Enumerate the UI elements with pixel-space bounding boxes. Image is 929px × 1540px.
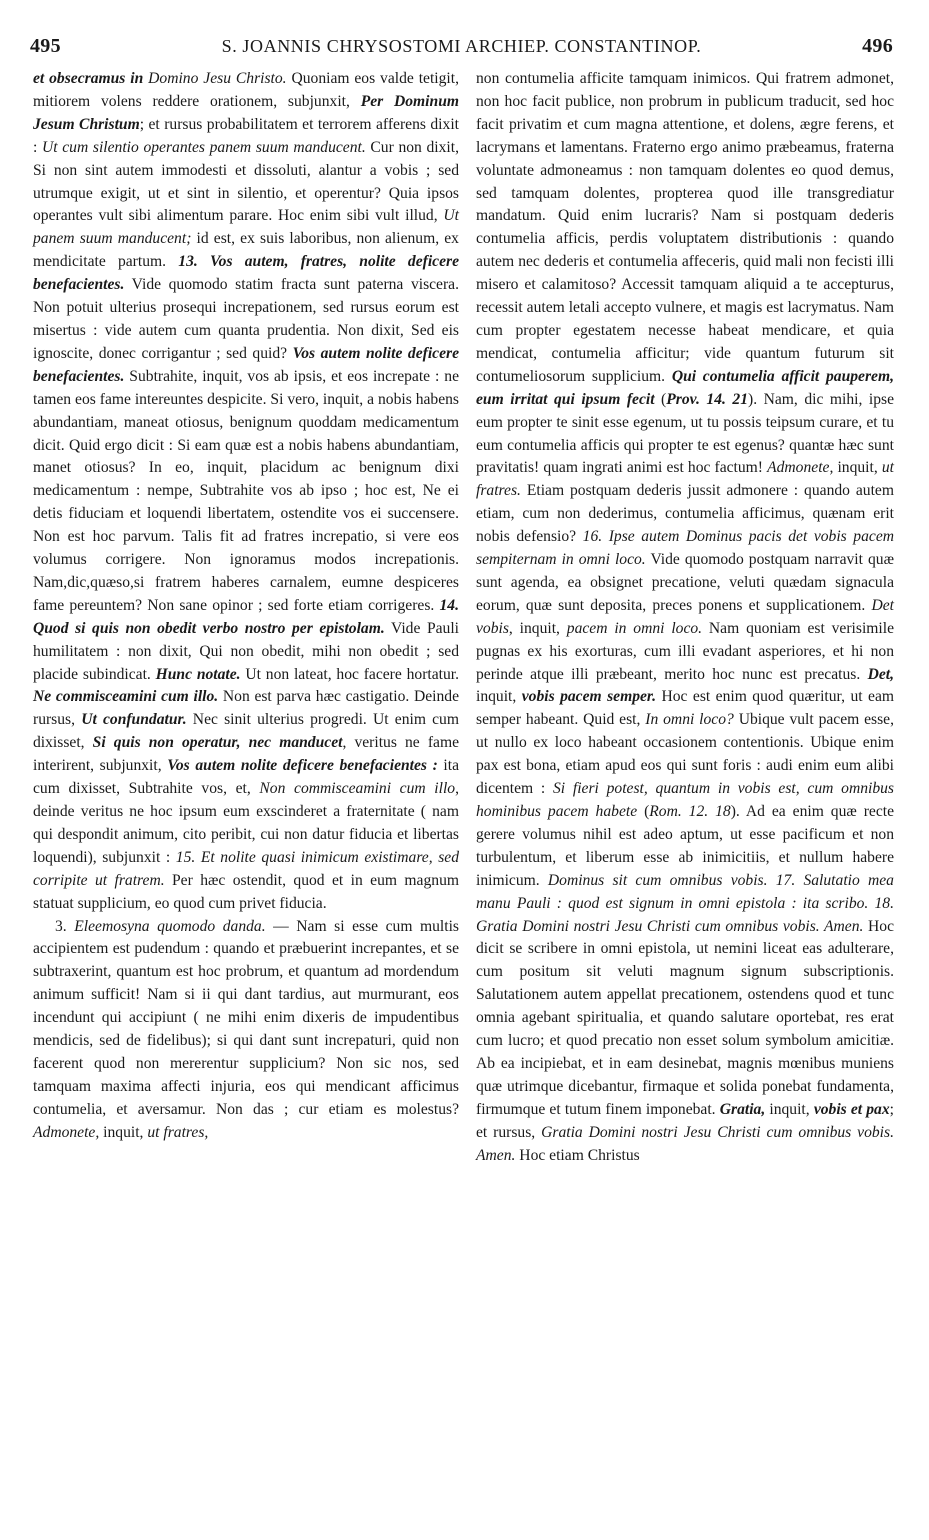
text-run: inquit, xyxy=(99,1123,148,1141)
text-run: inquit, xyxy=(833,459,882,477)
emphasized-text-run: ut fratres. xyxy=(476,459,894,500)
text-run: ; et rursus probabilitatem et terrorem afferens dixit : xyxy=(33,115,459,156)
text-run: Ut non lateat, hoc facere hortatur. xyxy=(240,665,459,683)
emphasized-text-run: Admonete, xyxy=(767,459,834,477)
emphasized-text-run: Eleemosyna quomodo danda. xyxy=(74,917,266,935)
right-column-paragraph-1 xyxy=(476,68,894,1168)
emphasized-text-run: In omni loco? xyxy=(645,711,734,729)
text-run: Vide quomodo statim fracta sunt paterna viscera. Non potuit ulterius prosequi increpationem, sed rursus eorum est misertus : vide autem cum quanta prudentia. Non dixit, Sed eis ignoscite, donec corrigantur ; sed quid? xyxy=(33,276,459,362)
left-column xyxy=(33,68,459,1145)
emphasized-text-run: 14. Quod si quis non obedit verbo nostro per epistolam. xyxy=(33,596,459,637)
emphasized-text-run: Prov. 14. 21 xyxy=(666,390,748,408)
text-run: Quoniam eos valde tetigit, mitiorem volens reddere orationem, subjunxit, xyxy=(33,70,459,110)
emphasized-text-run: Hunc notate. xyxy=(155,665,241,683)
emphasized-text-run: Vos autem nolite deficere benefacientes : xyxy=(167,757,438,775)
emphasized-text-run: 15. Et nolite quasi inimicum existimare, sed corripite ut fratrem. xyxy=(33,848,459,889)
text-run: Hoc etiam Christus xyxy=(515,1146,640,1164)
running-title: S. JOANNIS CHRYSOSTOMI ARCHIEP. CONSTANTINOP. xyxy=(221,36,702,56)
right-column xyxy=(476,68,894,1168)
text-run: Cur non dixit, Si non sint autem immodesti et dissoluti, alantur a vobis ; sed utrumque exigit, ut et sint in silentio, et operentur? Quia ipsos operantes vult sibi alimentum parare. Hoc enim sibi vult illud, xyxy=(33,138,459,225)
emphasized-text-run: Per Dominum Jesum Christum xyxy=(33,92,459,133)
text-run: id est, ex suis laboribus, non alienum, ex mendicitate partum. xyxy=(33,230,459,271)
emphasized-text-run: Ne commisceamini cum illo. xyxy=(33,688,219,706)
text-run: inquit, xyxy=(765,1100,814,1118)
left-column-paragraph-1 xyxy=(33,68,459,916)
text-run: Subtrahite, inquit, vos ab ipsis, et eos increpate : ne tamen eos fame intereuntes despicite. Si vero, inquit, a nobis habens abundantiam, maneat otiosus, benignum quoddam medicamentum dicit. Quid ergo dicit : Si eam quæ est a nobis habens abundantiam, manet otiosus? In eo, inquit, placidum ac benignum dixi medicamentum : nempe, Subtrahite vos ab ipso ; hoc est, Ne ei detis fiduciam et loquendi libertatem, ostendite vos ei succensere. Non est hoc parvum. Talis fit ad fratres increpatio, si vere eos volumus corrigere. Non ignoramus modos increpationis. Nam,dic,quæso,si fratrem haberes carnalem, eumne despiceres fame pereuntem? Non sane opinor ; sed forte etiam corrigeres. xyxy=(33,367,459,614)
text-run: Nam quoniam est verisimile pugnas ex his exorturas, cum illi evadant asperiores, et hi non perinde atque illi præbeant, merito hoc nunc est precatus. xyxy=(476,619,894,683)
left-page-number: 495 xyxy=(30,35,61,57)
emphasized-text-run: Dominus sit cum omnibus vobis. 17. Salutatio mea manu Pauli : quod est signum in omni epistola : ita scribo. 18. Gratia Domini nostri Jesu Christi cum omnibus vobis. Amen. xyxy=(476,871,894,935)
emphasized-text-run: Non commisceamini cum illo xyxy=(259,780,456,798)
left-column-paragraph-2 xyxy=(33,916,459,1145)
emphasized-text-run: Admonete, xyxy=(33,1123,100,1141)
text-run: ). Nam, dic mihi, ipse eum propter te sinit esse egenum, ut tu possis teipsum curare, et tu eum contumelia afficis qui propter te est egenus? quantæ hæc sunt pravitatis! quam ingrati animi est hoc factum! xyxy=(476,390,895,477)
text-run: — Nam si esse cum multis accipientem est pudendum : quando et præbuerint increpantes, et se subtraxerint, quantum est hoc probrum, et quantum ad mordendum animum sufficit! Nam si ii qui dant tardius, aut murmurant, eos incendunt qui accipiunt ( ne mihi enim dixeris de impudentibus mendicis, sed de fidelibus); si qui dant sunt increpaturi, quid non facerent quod non mererentur supplicium? Non sic nos, sed tamquam maxima affecti injuria, eos qui mendicant afficimus contumelia, et aversamur. Non das ; cur etiam es molestus? xyxy=(33,917,459,1118)
emphasized-text-run: Det vobis xyxy=(476,596,894,637)
emphasized-text-run: pacem in omni loco. xyxy=(566,619,703,637)
emphasized-text-run: Qui contumelia afficit pauperem, eum irritat qui ipsum fecit xyxy=(476,367,894,408)
emphasized-text-run: Gratia Domini nostri Jesu Christi cum omnibus vobis. Amen. xyxy=(476,1123,894,1164)
emphasized-text-run: Domino Jesu Christo. xyxy=(148,70,287,87)
emphasized-text-run: Ut cum silentio operantes panem suum manducent. xyxy=(42,138,366,156)
emphasized-text-run: 16. Ipse autem Dominus pacis det vobis pacem sempiternam in omni loco. xyxy=(476,528,895,569)
text-run: Etiam postquam dederis jussit admonere : quando autem etiam, cum non dederimus, contumelia afficimus, quænam erit nobis defensio? xyxy=(476,482,894,546)
text-run: Vide quomodo postquam narravit quæ sunt agenda, ea obsignet precatione, veluti quædam signacula eorum, quæ sunt deposita, preces ponens et supplicationem. xyxy=(476,551,894,614)
emphasized-text-run: vobis pacem semper. xyxy=(521,688,657,706)
text-run: , deinde veritus ne hoc ipsum eum exscinderet a fraternitate ( nam qui despondit animum, cito peribit, cui non datur fiducia et libertas loquendi), subjunxit : xyxy=(33,780,460,866)
text-run: Hoc est enim quod quæritur, ut eam semper habeant. Quid est, xyxy=(476,688,894,729)
text-run: Vide Pauli humilitatem : non dixit, Qui non obedit, mihi non obedit ; sed placide subindicat. xyxy=(33,619,459,683)
text-run: , veritus ne fame interirent, subjunxit, xyxy=(33,734,459,775)
emphasized-text-run: 13. Vos autem, fratres, nolite deficere benefacientes. xyxy=(33,253,459,294)
text-run: Per hæc ostendit, quod et in eum magnum statuat supplicium, eo quod cum privet fiducia. xyxy=(33,871,459,912)
emphasized-text-run: Det, xyxy=(867,665,894,683)
emphasized-text-run: Ut panem suum manducent; xyxy=(33,207,459,248)
text-run: ( xyxy=(637,803,650,820)
emphasized-text-run: Si quis non operatur, nec manducet xyxy=(92,734,343,752)
running-header xyxy=(30,35,893,61)
text-run: ( xyxy=(654,390,667,408)
text-run: Non est parva hæc castigatio. Deinde rursus, xyxy=(33,688,459,729)
text-run: ). Ad ea enim quæ recte gerere volumus nihil est adeo aptum, ut esse pacificum et non turbulentum, et liberum esse ab inimicitiis, et nullum habere inimicum. xyxy=(476,803,895,889)
text-run: , inquit, xyxy=(508,619,567,637)
emphasized-text-run: Gratia, xyxy=(719,1100,766,1118)
emphasized-text-run: Vos autem nolite deficere benefacientes. xyxy=(33,344,459,385)
emphasized-text-run: Si fieri potest, quantum in vobis est, cum omnibus hominibus pacem habete xyxy=(476,780,894,820)
column-gutter xyxy=(468,70,469,1510)
text-run: ; et rursus, xyxy=(476,1100,894,1141)
text-run: Ubique vult pacem esse, ut nullo ex loco habeant occasionem contentionis. Ubique enim pax est bona, etiam apud eos qui sunt foris : audi enim eum alibi dicentem : xyxy=(476,711,895,798)
text-run: 3. xyxy=(55,917,75,935)
right-page-number: 496 xyxy=(862,35,893,57)
emphasized-text-run: et obsecramus in xyxy=(33,70,149,87)
emphasized-text-run: ut fratres, xyxy=(147,1123,209,1141)
emphasized-text-run: vobis et pax xyxy=(813,1100,890,1118)
emphasized-text-run: Rom. 12. 18 xyxy=(649,803,731,820)
text-run: ita cum dixisset, Subtrahite vos, et, xyxy=(33,757,459,798)
emphasized-text-run: Ut confundatur. xyxy=(81,711,187,729)
text-run: Nec sinit ulterius progredi. Ut enim cum dixisset, xyxy=(33,711,459,752)
text-run: non contumelia afficite tamquam inimicos. Qui fratrem admonet, non hoc facit publice, non probrum in publicum traducit, sed hoc facit privatim et cum magna attentione, et dolens, ægre ferens, et lacrymans et lamentans. Fraterno ergo animo præbeamus, fraterna voluntate admoneamus : non tamquam dolentes eo quod demus, sed tamquam dolentes, propterea quod ille transgrediatur mandatum. Quid enim lucraris? Nam si postquam dederis contumelia afficis, perdis voluptatem distributionis : quando autem nec dederis et contumelia affeceris, quid mali non fecisti illi misero et calamitoso? Accessit tamquam aliquid a te accepturus, recessit autem letali accepto vulnere, et magis est lacrymatus. Nam cum propter egestatem necesse habeat mendicare, et quia mendicat, contumelia afficitur; vide quantum futurum sit contumeliosorum supplicium. xyxy=(476,70,894,385)
text-run: Hoc dicit se scribere in omni epistola, ut nemini liceat eas adulterare, cum positum sit veluti magnum signum subscriptionis. Salutationem autem appellat precationem, ostendens quod et tunc omnia agebant spiritualia, et quando salutare oportebat, res erat cum lucro; et quod precatio non esset solum symbolum amicitiæ. Ab ea incipiebat, et in eam desinebat, magnis mœnibus muniens quæ utrimque dicebantur, firmaque et solida ponebat fundamenta, firmumque et tutum finem imponebat. xyxy=(476,917,894,1118)
text-run: inquit, xyxy=(476,688,522,706)
